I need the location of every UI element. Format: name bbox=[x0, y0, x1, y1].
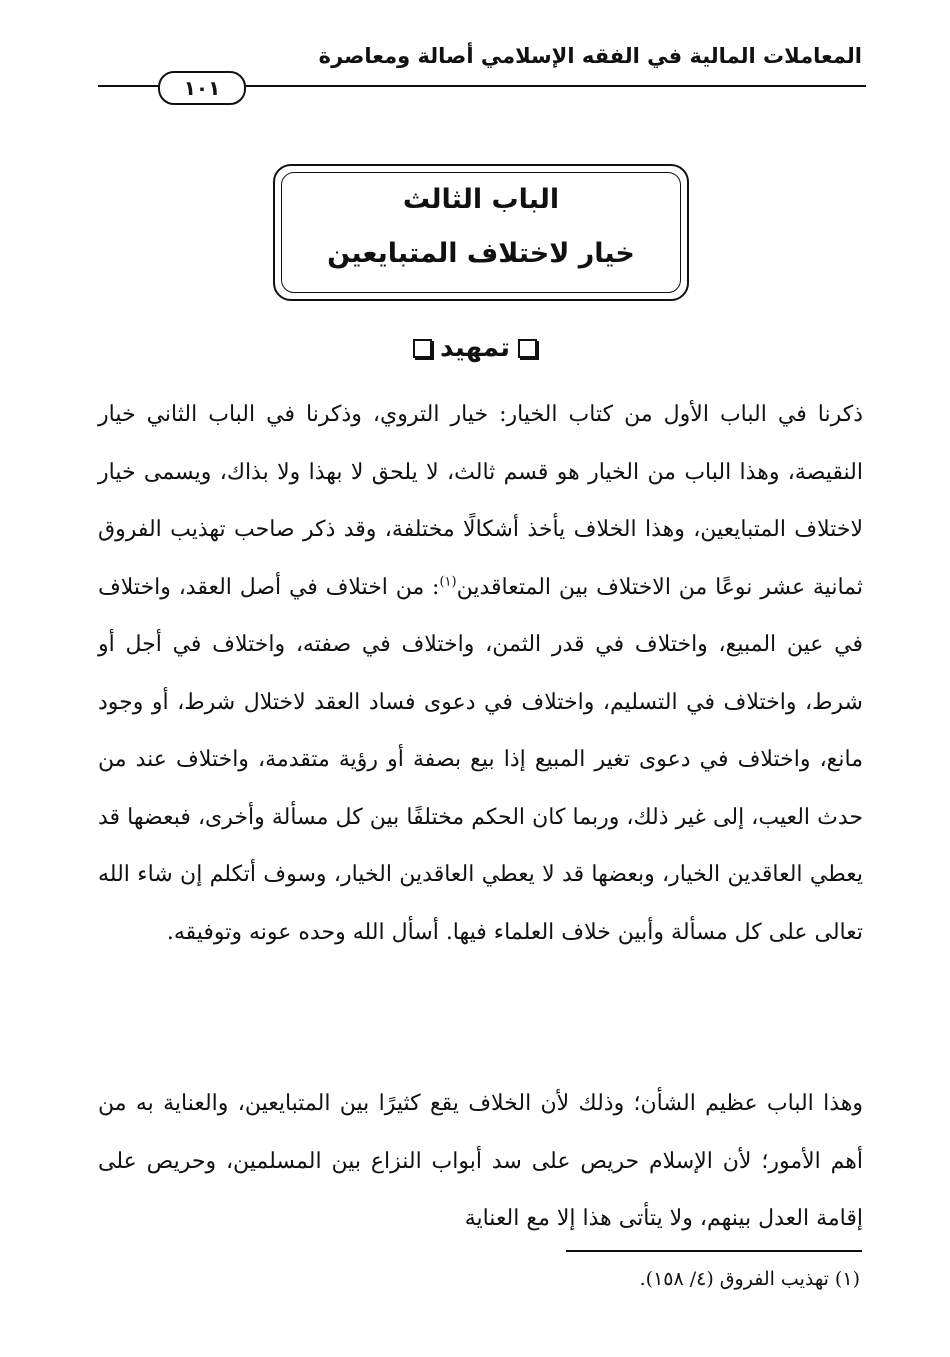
paragraph-text: ذكرنا في الباب الأول من كتاب الخيار: خيار التروي، وذكرنا في الباب الثاني خيار النقيصة، وهذا الباب من الخيار هو قسم ثالث، لا يلحق لا بهذا ولا بذاك، ويسمى خيار لاختلاف المتبايعين، وهذا الخلاف يأخذ أشكالًا مختلفة، وقد ذكر صاحب تهذيب الفروق ثمانية عشر نوعًا من الاختلاف بين المتعاقدين bbox=[98, 402, 863, 600]
chapter-title-frame bbox=[273, 164, 689, 301]
footnote-reference[interactable]: (١) bbox=[439, 574, 457, 590]
paragraph-text: وهذا الباب عظيم الشأن؛ وذلك لأن الخلاف يقع كثيرًا بين المتبايعين، والعناية به من أهم الأمور؛ لأن الإسلام حريص على سد أبواب النزاع بين المسلمين، وحريص على إقامة العدل بينهم، ولا يتأتى هذا إلا مع العناية bbox=[98, 1091, 863, 1231]
section-heading-text: تمهيد bbox=[440, 333, 510, 363]
chapter-title: الباب الثالث bbox=[402, 184, 560, 215]
body-paragraph bbox=[98, 1075, 863, 1248]
paragraph-text: : من اختلاف في أصل العقد، واختلاف في عين المبيع، واختلاف في قدر الثمن، واختلاف في صفته، واختلاف في أجل أو شرط، واختلاف في التسليم، واختلاف في دعوى فساد العقد لاختلال شرط، أو وجود مانع، واختلاف في دعوى تغير المبيع إذا بيع بصفة أو رؤية متقدمة، واختلاف عند من حدث العيب، إلى غير ذلك، وربما كان الحكم مختلفًا بين كل مسألة وأخرى، فبعضها قد يعطي العاقدين الخيار، وبعضها قد لا يعطي العاقدين الخيار، وسوف أتكلم إن شاء الله تعالى على كل مسألة وأبين خلاف العلماء فيها. أسأل الله وحده عونه وتوفيقه. bbox=[98, 574, 863, 945]
footnote: (١) تهذيب الفروق (٤/ ١٥٨). bbox=[639, 1268, 860, 1290]
footnote-rule bbox=[566, 1250, 862, 1252]
body-paragraph bbox=[98, 386, 863, 961]
chapter-subtitle: خيار لاختلاف المتبايعين bbox=[327, 238, 635, 269]
page-number: ١٠١ bbox=[158, 71, 246, 105]
square-bullet-icon bbox=[413, 339, 432, 358]
section-heading bbox=[0, 333, 950, 363]
running-header-title: المعاملات المالية في الفقه الإسلامي أصالة ومعاصرة bbox=[318, 44, 862, 68]
square-bullet-icon bbox=[518, 339, 537, 358]
